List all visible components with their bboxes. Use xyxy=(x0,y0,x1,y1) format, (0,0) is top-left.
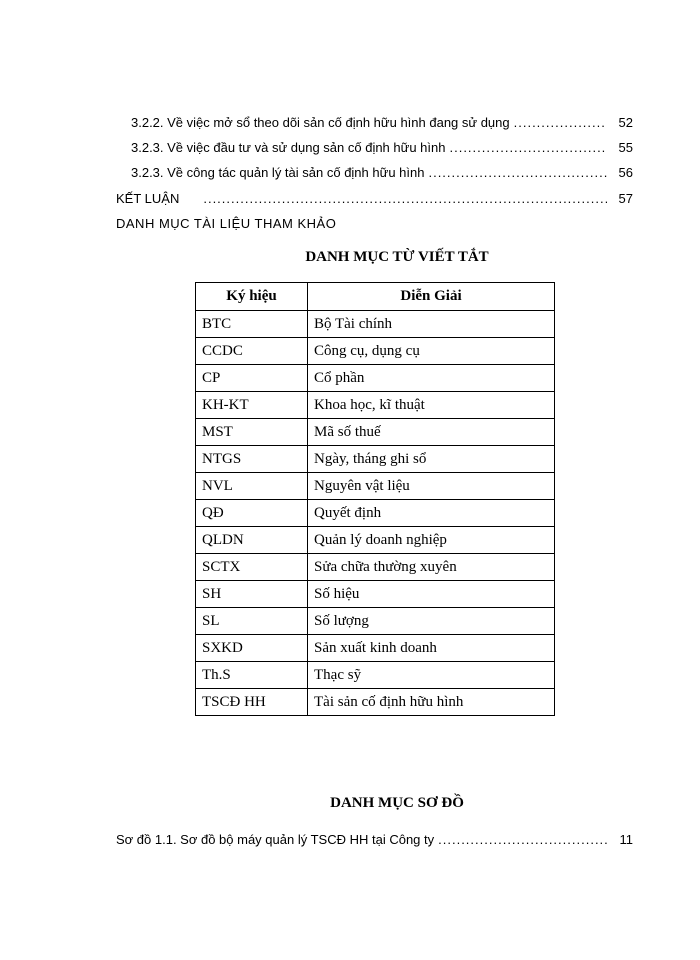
abbr-meaning: Mã số thuế xyxy=(308,419,555,446)
abbr-meaning: Số lượng xyxy=(308,608,555,635)
toc-leader-dots xyxy=(514,115,607,130)
toc-leader-dots xyxy=(428,165,607,180)
abbr-code: SXKD xyxy=(196,635,308,662)
toc-entry xyxy=(116,191,633,206)
table-row xyxy=(196,608,555,635)
abbreviations-table xyxy=(195,282,555,716)
diagram-entry-text: Sơ đồ 1.1. Sơ đồ bộ máy quản lý TSCĐ HH tại Công ty xyxy=(116,832,435,847)
abbreviations-title: DANH MỤC TỪ VIẾT TẮT xyxy=(305,249,489,265)
table-row xyxy=(196,419,555,446)
table-header-row xyxy=(196,283,555,311)
toc-entry-text: 3.2.2. Về việc mở sổ theo dõi sản cố định hữu hình đang sử dụng xyxy=(131,115,510,130)
abbr-meaning: Sản xuất kinh doanh xyxy=(308,635,555,662)
toc-entry-page: 52 xyxy=(618,115,633,130)
table-row xyxy=(196,338,555,365)
toc-entry xyxy=(131,140,633,155)
abbr-meaning: Số hiệu xyxy=(308,581,555,608)
table-row xyxy=(196,500,555,527)
abbr-code: NVL xyxy=(196,473,308,500)
toc-entry-page: 56 xyxy=(618,165,633,180)
table-row xyxy=(196,554,555,581)
abbr-meaning: Nguyên vật liệu xyxy=(308,473,555,500)
toc-entry-page: 57 xyxy=(618,191,633,206)
abbr-code: KH-KT xyxy=(196,392,308,419)
toc-entry xyxy=(131,115,633,130)
abbr-code: NTGS xyxy=(196,446,308,473)
toc-entry-text: KẾT LUẬN xyxy=(116,191,180,206)
abbr-code: SCTX xyxy=(196,554,308,581)
abbr-code: Th.S xyxy=(196,662,308,689)
table-row xyxy=(196,689,555,716)
toc-entry-text: 3.2.3. Về công tác quản lý tài sản cố định hữu hình xyxy=(131,165,425,180)
abbr-meaning: Tài sản cố định hữu hình xyxy=(308,689,555,716)
abbr-meaning: Ngày, tháng ghi sổ xyxy=(308,446,555,473)
abbr-meaning: Sửa chữa thường xuyên xyxy=(308,554,555,581)
abbr-code: SH xyxy=(196,581,308,608)
abbr-meaning: Khoa học, kĩ thuật xyxy=(308,392,555,419)
table-row xyxy=(196,662,555,689)
abbr-meaning: Quản lý doanh nghiệp xyxy=(308,527,555,554)
abbr-code: CCDC xyxy=(196,338,308,365)
abbr-code: MST xyxy=(196,419,308,446)
column-header-symbol: Ký hiệu xyxy=(196,283,308,311)
table-row xyxy=(196,365,555,392)
abbr-meaning: Cổ phần xyxy=(308,365,555,392)
references-title: DANH MỤC TÀI LIỆU THAM KHẢO xyxy=(116,216,337,231)
table-row xyxy=(196,527,555,554)
toc-leader-dots xyxy=(449,140,607,155)
abbr-meaning: Quyết định xyxy=(308,500,555,527)
abbr-code: BTC xyxy=(196,311,308,338)
toc-entry xyxy=(131,165,633,180)
abbr-meaning: Công cụ, dụng cụ xyxy=(308,338,555,365)
diagram-leader-dots xyxy=(438,832,607,847)
toc-leader-dots xyxy=(203,191,607,206)
abbr-code: SL xyxy=(196,608,308,635)
abbr-meaning: Bộ Tài chính xyxy=(308,311,555,338)
abbr-code: TSCĐ HH xyxy=(196,689,308,716)
diagrams-title: DANH MỤC SƠ ĐỒ xyxy=(330,795,464,811)
table-row xyxy=(196,635,555,662)
table-row xyxy=(196,446,555,473)
toc-entry-page: 55 xyxy=(618,140,633,155)
table-row xyxy=(196,392,555,419)
toc-entry-text: 3.2.3. Về việc đầu tư và sử dụng sản cố định hữu hình xyxy=(131,140,446,155)
table-row xyxy=(196,581,555,608)
column-header-meaning: Diễn Giải xyxy=(308,283,555,311)
abbr-meaning: Thạc sỹ xyxy=(308,662,555,689)
table-row xyxy=(196,311,555,338)
diagram-entry-page: 11 xyxy=(619,832,633,847)
abbr-code: QĐ xyxy=(196,500,308,527)
abbr-code: QLDN xyxy=(196,527,308,554)
table-row xyxy=(196,473,555,500)
abbr-code: CP xyxy=(196,365,308,392)
diagram-entry xyxy=(116,832,633,847)
